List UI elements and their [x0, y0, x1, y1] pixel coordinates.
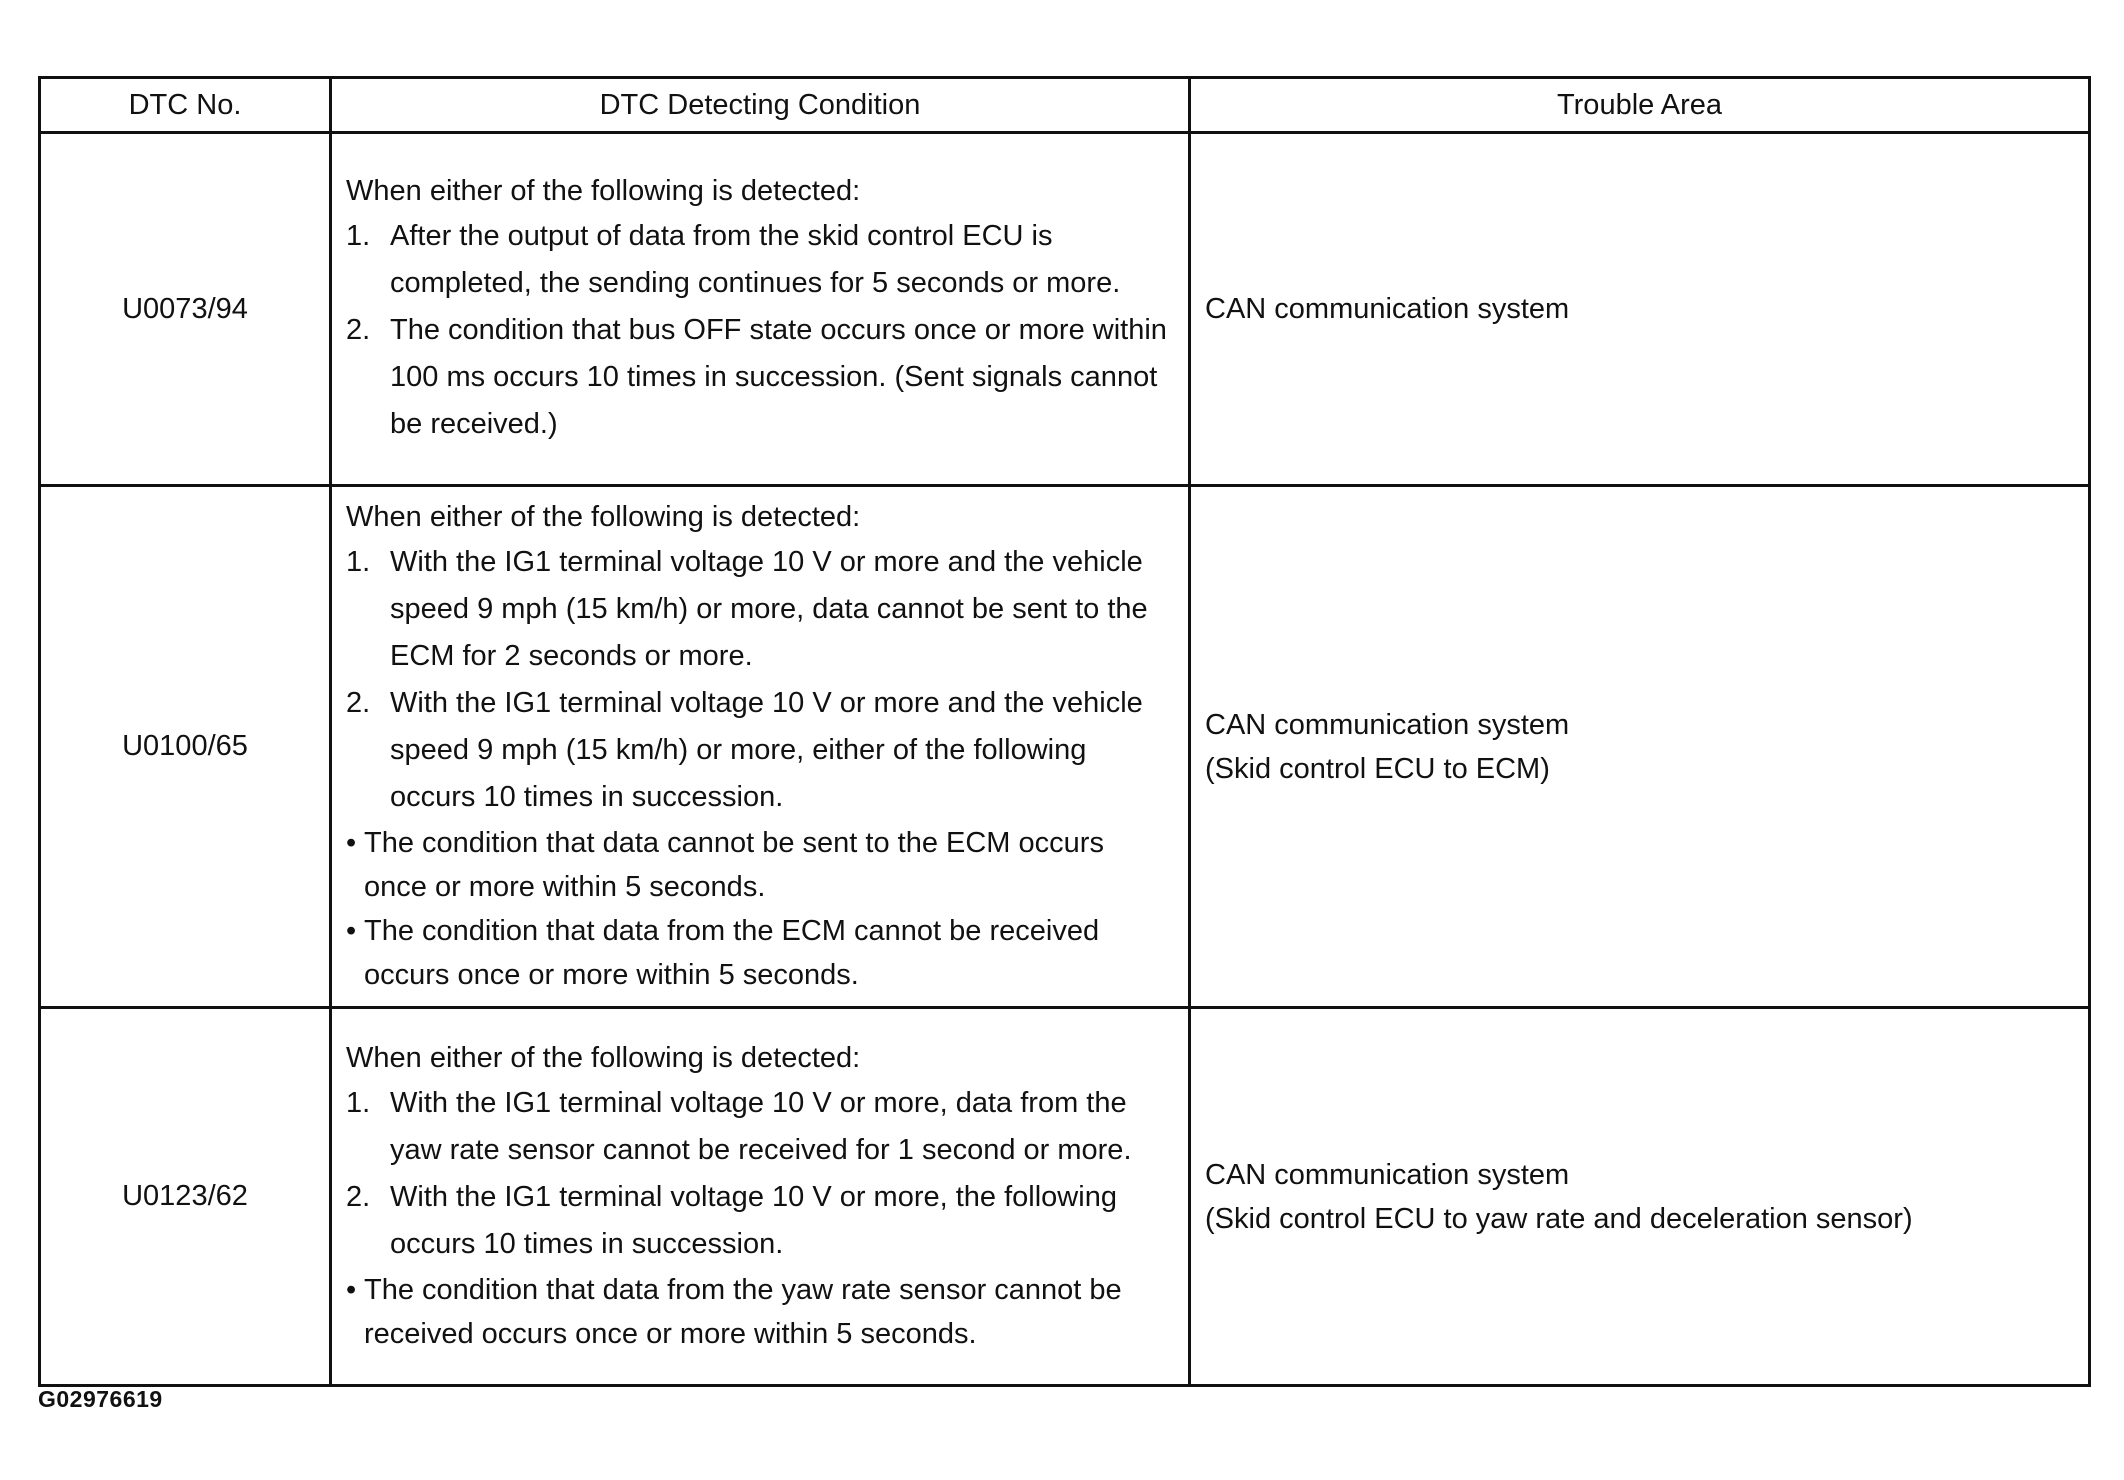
item-text: The condition that bus OFF state occurs once or more within 100 ms occurs 10 times in succession. (Sent signals cannot be received.) — [390, 313, 1167, 440]
bullet-mark: • — [346, 826, 357, 859]
condition-intro: When either of the following is detected: — [346, 1041, 861, 1074]
condition-intro: When either of the following is detected: — [346, 500, 861, 533]
condition-item — [346, 307, 1170, 448]
item-number: 2. — [346, 1180, 371, 1213]
condition-item — [346, 680, 1170, 821]
condition-list — [346, 1080, 1170, 1268]
trouble-area-line: CAN communication system — [1205, 293, 1570, 325]
condition-bullet — [346, 1268, 1170, 1356]
bullet-mark: • — [346, 914, 357, 947]
item-number: 1. — [346, 1086, 371, 1119]
bullet-text: The condition that data from the ECM cannot be received occurs once or more within 5 seconds. — [364, 914, 1100, 991]
bullet-mark: • — [346, 1273, 357, 1306]
trouble-area — [1190, 486, 2090, 1008]
detecting-condition — [331, 1008, 1190, 1386]
header-row — [40, 78, 2090, 133]
header-dtc-no: DTC No. — [40, 78, 331, 133]
item-text: After the output of data from the skid control ECU is completed, the sending continues for 5 seconds or more. — [390, 219, 1121, 299]
trouble-area-line: CAN communication system — [1205, 708, 1570, 741]
condition-item — [346, 213, 1170, 307]
item-text: With the IG1 terminal voltage 10 V or more and the vehicle speed 9 mph (15 km/h) or more, data cannot be sent to the ECM for 2 seconds or more. — [390, 545, 1148, 672]
item-number: 1. — [346, 219, 371, 252]
item-text: With the IG1 terminal voltage 10 V or more and the vehicle speed 9 mph (15 km/h) or more, either of the following occurs 10 times in succession. — [390, 686, 1143, 813]
item-number: 2. — [346, 313, 371, 346]
table-row — [40, 486, 2090, 1008]
dtc-code: U0100/65 — [40, 486, 331, 1008]
dtc-code: U0123/62 — [40, 1008, 331, 1386]
bullet-text: The condition that data from the yaw rate sensor cannot be received occurs once or more within 5 seconds. — [364, 1273, 1122, 1350]
condition-item — [346, 1080, 1170, 1174]
item-text: With the IG1 terminal voltage 10 V or more, the following occurs 10 times in succession. — [390, 1180, 1117, 1260]
condition-list — [346, 213, 1170, 448]
condition-bullet — [346, 821, 1170, 909]
trouble-area-line: (Skid control ECU to ECM) — [1205, 752, 1550, 785]
detecting-condition — [331, 133, 1190, 486]
trouble-area — [1190, 133, 2090, 486]
item-number: 1. — [346, 545, 371, 578]
header-detecting-condition: DTC Detecting Condition — [331, 78, 1190, 133]
condition-bullet — [346, 909, 1170, 997]
item-text: With the IG1 terminal voltage 10 V or more, data from the yaw rate sensor cannot be received for 1 second or more. — [390, 1086, 1132, 1166]
header-trouble-area: Trouble Area — [1190, 78, 2090, 133]
detecting-condition — [331, 486, 1190, 1008]
condition-list — [346, 539, 1170, 821]
table-row — [40, 1008, 2090, 1386]
dtc-code: U0073/94 — [40, 133, 331, 486]
condition-bullets — [346, 821, 1170, 997]
condition-bullets — [346, 1268, 1170, 1356]
condition-item — [346, 539, 1170, 680]
condition-item — [346, 1174, 1170, 1268]
condition-intro: When either of the following is detected: — [346, 174, 861, 207]
dtc-table — [38, 76, 2091, 1387]
table-row — [40, 133, 2090, 486]
bullet-text: The condition that data cannot be sent to the ECM occurs once or more within 5 seconds. — [364, 826, 1104, 903]
trouble-area-line: CAN communication system — [1205, 1158, 1570, 1191]
trouble-area-line: (Skid control ECU to yaw rate and deceleration sensor) — [1205, 1202, 1913, 1235]
trouble-area — [1190, 1008, 2090, 1386]
figure-id: G02976619 — [38, 1386, 163, 1412]
item-number: 2. — [346, 686, 371, 719]
